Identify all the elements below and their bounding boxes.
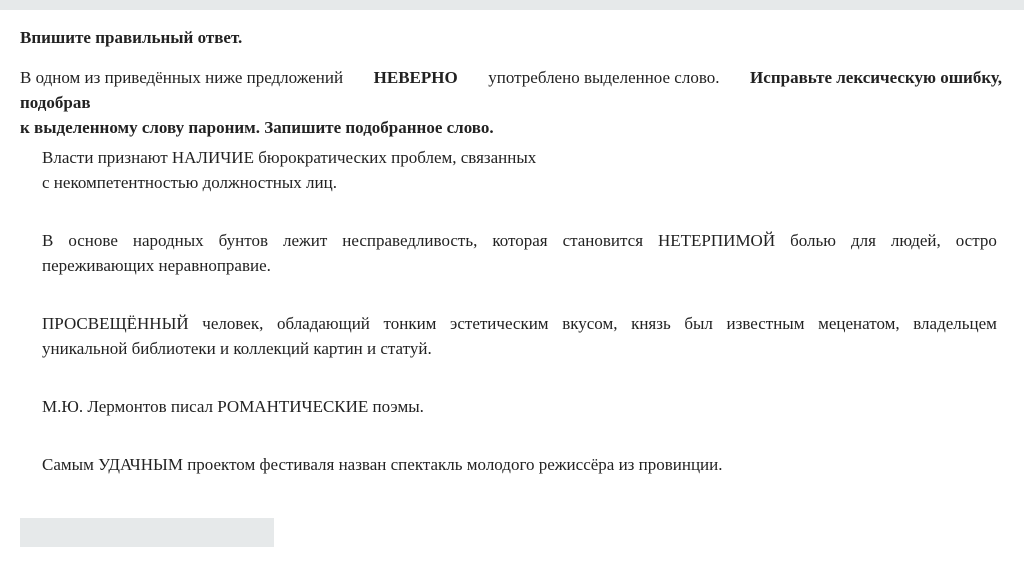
sentence-1-line-1: Власти признают НАЛИЧИЕ бюрократических проблем, связанных [42, 148, 537, 167]
word: несправедливость, [342, 231, 478, 250]
sentence-5-line-1: Самым УДАЧНЫМ проектом фестиваля назван спектакль молодого режиссёра из провинции. [42, 455, 723, 474]
word: бунтов [218, 231, 269, 250]
instruction-line-2: подобрав [20, 93, 91, 112]
sentence-3-line-1 [42, 311, 997, 336]
word: вкусом, [562, 314, 618, 333]
word: основе [68, 231, 118, 250]
sentence-3-line-2: уникальной библиотеки и коллекций картин и статуй. [42, 339, 432, 358]
sentence-2-line-1 [42, 228, 997, 253]
sentence-4-line-1: М.Ю. Лермонтов писал РОМАНТИЧЕСКИЕ поэмы. [42, 397, 424, 416]
word: для [850, 231, 876, 250]
answer-input[interactable] [20, 518, 274, 547]
sentence-item-4 [42, 394, 424, 419]
task-title: Впишите правильный ответ. [20, 28, 243, 47]
word: ПРОСВЕЩЁННЫЙ [42, 314, 189, 333]
word: НЕТЕРПИМОЙ [658, 231, 776, 250]
word: тонким [383, 314, 437, 333]
word: В [42, 231, 54, 250]
word: людей, [890, 231, 941, 250]
word: меценатом, [818, 314, 900, 333]
sentence-item-1 [42, 145, 536, 195]
word: которая [492, 231, 548, 250]
instruction-emphasis-incorrect: НЕВЕРНО [373, 68, 458, 87]
top-bar [0, 0, 1024, 10]
sentence-item-5 [42, 452, 723, 477]
word: человек, [202, 314, 264, 333]
word: обладающий [276, 314, 370, 333]
instruction-text-3: Исправьте лексическую ошибку, [750, 68, 1002, 87]
instruction-text-2: употреблено выделенное слово. [488, 68, 720, 87]
sentence-2-line-2: переживающих неравноправие. [42, 256, 271, 275]
task-instruction [20, 65, 1002, 140]
sentence-item-2 [42, 228, 997, 278]
word: лежит [283, 231, 328, 250]
word: остро [955, 231, 997, 250]
sentence-1-line-2: с некомпетентностью должностных лиц. [42, 173, 337, 192]
word: князь [631, 314, 671, 333]
word: болью [790, 231, 836, 250]
word: народных [132, 231, 204, 250]
word: эстетическим [450, 314, 549, 333]
word: известным [726, 314, 805, 333]
word: владельцем [913, 314, 997, 333]
sentence-item-3 [42, 311, 997, 361]
word: становится [562, 231, 644, 250]
instruction-text-1: В одном из приведённых ниже предложений [20, 68, 344, 87]
instruction-line-1 [20, 65, 1002, 90]
word: был [684, 314, 713, 333]
instruction-line-3: к выделенному слову пароним. Запишите подобранное слово. [20, 118, 494, 137]
